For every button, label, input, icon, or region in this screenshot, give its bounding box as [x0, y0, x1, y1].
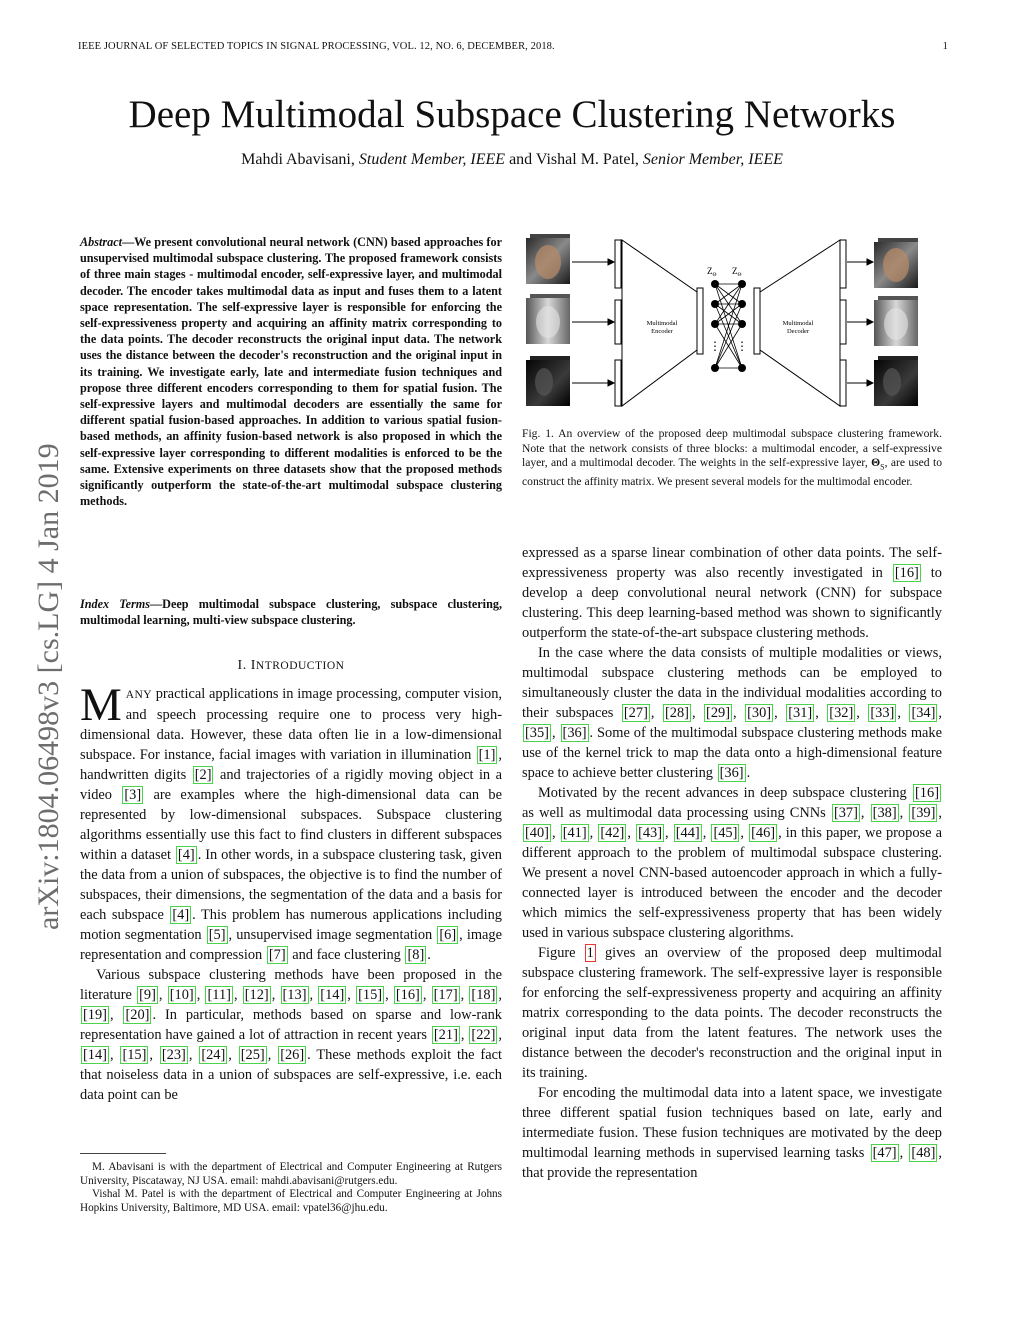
intro-paragraph-2 — [80, 965, 502, 1105]
z-right-label — [732, 266, 742, 278]
citation-separator: , — [589, 825, 598, 841]
citation-separator: , — [158, 987, 167, 1003]
citation-separator: , — [233, 987, 242, 1003]
abstract — [80, 234, 502, 509]
citation-separator: , — [702, 825, 711, 841]
citation-link[interactable]: [42] — [600, 825, 625, 841]
text-run: Various subspace clustering methods have been proposed in the literature — [80, 967, 502, 1003]
citation-separator: , — [149, 1047, 159, 1063]
citation-separator: , — [897, 705, 909, 721]
citation-separator: , — [740, 825, 749, 841]
citation-link[interactable]: [16] — [894, 565, 919, 581]
citation-link[interactable]: [23] — [161, 1047, 186, 1063]
citation-link[interactable]: [33] — [870, 705, 895, 721]
theta-symbol: Θ — [871, 456, 881, 470]
citation-link[interactable]: [17] — [433, 987, 458, 1003]
figure-1 — [522, 232, 946, 412]
citation-separator: , — [665, 825, 673, 841]
citation-link[interactable]: [13] — [282, 987, 307, 1003]
citation-link[interactable]: [29] — [706, 705, 731, 721]
index-terms-text: —Deep multimodal subspace clustering, subspace clustering, multimodal learning, multi-view subspace clustering. — [80, 597, 502, 628]
abstract-text: —We present convolutional neural network (CNN) based approaches for unsupervised multimodal subspace clustering. The proposed framework consists of three main stages - multimodal encoder, self-expressive layer, and multimodal decoder. The encoder takes multimodal data as input and fuses them to a latent space representation. The self-expressive layer is responsible for enforcing the self-expressiveness property and acquiring an affinity matrix corresponding to the data points. The decoder reconstructs the original input data. The network uses the distance between the decoder's reconstruction and the original input in its training. We investigate early, late and intermediate fusion techniques and propose three different encoders corresponding to them for spatial fusion. The self-expressive layers and multimodal decoders are essentially the same for different spatial fusion-based approaches. In addition to various spatial fusion-based methods, an affinity fusion-based network is also proposed in which the self-expressive layer corresponding to different modalities is enforced to be the same. Extensive experiments on three datasets show that the proposed methods significantly outperform the state-of-the-art multimodal subspace clustering methods. — [80, 235, 502, 509]
right-paragraph-4 — [522, 943, 942, 1083]
citation-link[interactable]: [12] — [244, 987, 269, 1003]
latent-bar-right — [754, 288, 760, 354]
citation-link[interactable]: [4] — [177, 847, 195, 863]
text-run: Figure — [538, 945, 585, 961]
citation-separator: , — [938, 705, 943, 721]
intro-caps: ANY — [125, 689, 152, 701]
citation-link[interactable]: [20] — [125, 1007, 150, 1023]
citation-separator: , — [860, 805, 870, 821]
citation-link[interactable]: [46] — [751, 825, 776, 841]
z-right-sub: Θ — [737, 272, 742, 278]
caption-text: , are used to construct the affinity matrix. We present several models for the multimodal encoder. — [522, 456, 942, 489]
citation-separator: , — [650, 705, 662, 721]
citation-link[interactable]: [4] — [172, 907, 190, 923]
citation-link[interactable]: [14] — [83, 1047, 107, 1063]
caption-label: Fig. 1. — [522, 427, 554, 440]
text-run: Motivated by the recent advances in deep subspace clustering — [538, 785, 913, 801]
citation-link[interactable]: [15] — [358, 987, 383, 1003]
footnote-2: Vishal M. Patel is with the department of Electrical and Computer Engineering at Johns Hopkins University, Baltimore, MD USA. email: vpatel36@jhu.edu. — [80, 1188, 502, 1214]
citation-link[interactable]: [34] — [911, 705, 936, 721]
intro-paragraph-1 — [80, 679, 503, 965]
citation-separator: , — [938, 805, 942, 821]
citation-link[interactable]: [48] — [911, 1145, 936, 1161]
author-line — [0, 151, 1024, 169]
citation-separator: , — [691, 705, 704, 721]
citation-link[interactable]: [6] — [439, 927, 457, 943]
section-heading-introduction — [80, 658, 502, 674]
arxiv-stamp: arXiv:1804.06498v3 [cs.LG] 4 Jan 2019 — [32, 443, 65, 930]
text-run: In the case where the data consists of multiple modalities or views, multimodal subspace clustering methods can be employed to simultaneously cluster the data in the individual modalities according to their subspaces — [522, 645, 942, 721]
abstract-lead: Abstract — [80, 235, 122, 249]
citation-link[interactable]: [11] — [207, 987, 231, 1003]
paper-title: Deep Multimodal Subspace Clustering Networks — [128, 93, 896, 136]
citation-separator: , — [551, 725, 560, 741]
right-column-body — [522, 543, 942, 1183]
citation-link[interactable]: [24] — [201, 1047, 226, 1063]
citation-link[interactable]: [40] — [525, 825, 549, 841]
citation-link[interactable]: [26] — [280, 1047, 305, 1063]
right-paragraph-5 — [522, 1083, 942, 1183]
citation-separator: , — [109, 1047, 120, 1063]
caption-text: An overview of the proposed deep multimodal subspace clustering framework. Note that the network consists of three blocks: a multimodal encoder, a self-expressive layer, and a multimodal decoder. The weights in the self-expressive layer, — [522, 427, 942, 470]
theta-subscript: S — [880, 462, 885, 472]
citation-separator: , — [460, 987, 469, 1003]
section-title-initial: I — [250, 658, 256, 673]
citation-link[interactable]: [16] — [915, 785, 939, 801]
text-run: practical applications in image processing, computer vision, and speech processing require one to process very high-dimensional data. However, these data often lie in a low-dimensional subspace. For instance, facial images with variation in illumination — [80, 686, 502, 763]
citation-link[interactable]: [2] — [194, 767, 212, 783]
index-terms-lead: Index Terms — [80, 597, 150, 611]
running-head — [78, 41, 948, 52]
citation-separator: , — [498, 987, 503, 1003]
citation-separator: , — [347, 987, 356, 1003]
citation-separator: , — [733, 705, 745, 721]
text-run: and trajectories of a rigidly moving object in a video — [80, 767, 503, 803]
citation-separator: , — [196, 987, 205, 1003]
text-run: For encoding the multimodal data into a latent space, we investigate three different spatial fusion techniques based on late, early and intermediate fusion. These fusion techniques are motivated by the deep multimodal learning methods in supervised learning tasks — [522, 1085, 942, 1161]
citation-link[interactable]: [36] — [719, 765, 744, 781]
right-paragraph-3 — [522, 783, 942, 943]
citation-separator: , — [309, 987, 318, 1003]
author-1: Mahdi Abavisani, — [241, 151, 355, 168]
decoder-label-1: Multimodal — [782, 320, 814, 327]
author-2-role: Senior Member, IEEE — [642, 151, 783, 168]
text-run: expressed as a sparse linear combination of other data points. The self-expressiveness property was also recently investigated in — [522, 545, 942, 581]
citation-separator: , — [422, 987, 431, 1003]
citation-separator: , — [627, 825, 636, 841]
citation-link[interactable]: [9] — [139, 987, 156, 1003]
fc-edges — [715, 284, 742, 368]
encoder-label-1: Multimodal — [646, 320, 678, 327]
z-right-letter: Z — [732, 266, 738, 276]
citation-link[interactable]: [16] — [395, 987, 420, 1003]
citation-link[interactable]: [3] — [124, 787, 142, 803]
citation-separator: , — [188, 1047, 199, 1063]
citation-link[interactable]: [19] — [83, 1007, 107, 1023]
citation-separator: , — [774, 705, 786, 721]
citation-link[interactable]: [44] — [675, 825, 700, 841]
citation-link[interactable]: [45] — [713, 825, 738, 841]
section-title-rest: NTRODUCTION — [255, 660, 345, 672]
citation-link[interactable]: [27] — [623, 705, 648, 721]
author-1-role: Student Member, IEEE — [358, 151, 506, 168]
citation-link[interactable]: [32] — [829, 705, 854, 721]
self-expressive-layer — [707, 266, 748, 372]
footnote-1: M. Abavisani is with the department of Electrical and Computer Engineering at Rutgers University, Piscataway, NJ USA. email: mahdi.abavisani@rutgers.edu. — [80, 1161, 502, 1187]
citation-link[interactable]: [47] — [872, 1145, 897, 1161]
citation-link[interactable]: [5] — [208, 927, 226, 943]
citation-link[interactable]: [43] — [638, 825, 663, 841]
citation-link[interactable]: [38] — [872, 805, 897, 821]
author-2: Vishal M. Patel, — [535, 151, 639, 168]
journal-name: IEEE JOURNAL OF SELECTED TOPICS IN SIGNAL PROCESSING, VOL. 12, NO. 6, DECEMBER, 2018. — [78, 41, 555, 52]
citation-separator: , — [498, 1027, 502, 1043]
citation-link[interactable]: [8] — [407, 947, 425, 963]
text-run: , that provide the representation — [522, 1145, 942, 1181]
figure-1-caption — [522, 427, 942, 490]
drop-cap: M — [80, 679, 122, 731]
index-terms — [80, 596, 502, 628]
citation-link[interactable]: [31] — [788, 705, 813, 721]
text-run: . Some of the multimodal subspace clustering methods make use of the kernel trick to map the data onto a high-dimensional feature space to achieve better clustering — [522, 725, 942, 781]
footnotes — [80, 1161, 502, 1215]
text-run: . — [427, 947, 431, 963]
introduction-body — [80, 679, 503, 1105]
latent-bar-left — [697, 288, 703, 354]
citation-link[interactable]: [18] — [471, 987, 496, 1003]
input-arrows — [572, 259, 614, 386]
citation-link[interactable]: [15] — [122, 1047, 147, 1063]
page-number: 1 — [942, 41, 948, 52]
text-run: , image representation and compression — [80, 927, 503, 963]
text-run: . These methods exploit the fact that noiseless data in a union of subspaces are self-expressive, i.e. each data point can be — [80, 1047, 502, 1103]
text-run: . In particular, methods based on sparse and low-rank representation have gained a lot of attraction in recent years — [80, 1007, 502, 1043]
citation-separator: , — [815, 705, 827, 721]
z-left-letter: Z — [707, 266, 713, 276]
network-diagram — [522, 232, 946, 412]
citation-link[interactable]: [25] — [240, 1047, 265, 1063]
citation-link[interactable]: [21] — [433, 1027, 458, 1043]
text-run: and face clustering — [288, 947, 405, 963]
citation-link[interactable]: [1] — [478, 747, 496, 763]
citation-separator: , — [271, 987, 280, 1003]
output-arrows — [847, 259, 873, 386]
citation-link[interactable]: [35] — [525, 725, 549, 741]
decoder-label-2: Decoder — [786, 328, 810, 335]
figure-reference-link[interactable]: 1 — [586, 945, 594, 961]
right-paragraph-2 — [522, 643, 942, 783]
citation-separator: , — [385, 987, 393, 1003]
text-run: , handwritten digits — [80, 747, 502, 783]
text-run: . — [746, 765, 751, 781]
citation-link[interactable]: [28] — [664, 705, 689, 721]
citation-link[interactable]: [36] — [562, 725, 587, 741]
text-run: , unsupervised image segmentation — [228, 927, 437, 943]
output-images — [874, 238, 918, 406]
text-run: as well as multimodal data processing using CNNs — [522, 805, 831, 821]
output-bars — [840, 240, 846, 406]
citation-link[interactable]: [39] — [911, 805, 936, 821]
text-run: to develop a deep convolutional neural network (CNN) for subspace clustering. This deep learning-based method was shown to significantly outperform the state-of-the-art subspace clustering methods. — [522, 565, 942, 641]
citation-separator: , — [899, 805, 909, 821]
right-paragraph-1 — [522, 543, 942, 643]
text-run: , in this paper, we propose a different approach to the problem of multimodal subspace clustering. We present a novel CNN-based autoencoder approach in which a fully-connected layer is introduced between the encoder and the decoder which mimics the self-expressiveness property that has been widely used in various subspace clustering algorithms. — [522, 825, 942, 941]
citation-separator: , — [856, 705, 868, 721]
nodes-ellipsis-left: ⋮ — [709, 339, 721, 353]
citation-link[interactable]: [37] — [833, 805, 858, 821]
input-images — [526, 234, 570, 406]
citation-separator: , — [267, 1047, 278, 1063]
citation-link[interactable]: [41] — [562, 825, 587, 841]
citation-link[interactable]: [22] — [471, 1027, 496, 1043]
text-run: . In other words, in a subspace clustering task, given the data from a union of subspaces, the objective is to find the number of subspaces, their dimensions, the segmentation of the data and a basis for each subspace — [80, 847, 502, 923]
citation-separator: , — [109, 1007, 123, 1023]
citation-link[interactable]: [7] — [268, 947, 286, 963]
text-run: , — [899, 1145, 909, 1161]
nodes-ellipsis-right: ⋮ — [736, 339, 748, 353]
z-left-sub: Θ — [712, 272, 717, 278]
citation-separator: , — [551, 825, 560, 841]
input-bars — [615, 240, 621, 406]
citation-link[interactable]: [30] — [747, 705, 772, 721]
encoder-label-2: Encoder — [651, 328, 673, 335]
text-run: gives an overview of the proposed deep multimodal subspace clustering framework. The self-expressive layer is responsible for enforcing the self-expressiveness property and acquiring an affinity matrix corresponding to the data points. The decoder reconstructs the original input data from the latent features. The network uses the distance between the decoder's reconstruction and the original input in its training. — [522, 945, 942, 1081]
z-left-label — [707, 266, 717, 278]
author-and: and — [509, 151, 533, 168]
citation-link[interactable]: [14] — [320, 987, 345, 1003]
section-number: I. — [237, 658, 247, 673]
text-run: . This problem has numerous applications including motion segmentation — [80, 907, 502, 943]
citation-separator: , — [460, 1027, 469, 1043]
text-run: are examples where the high-dimensional data can be represented by low-dimensional subspaces. Subspace clustering algorithms essentially use this fact to find clusters in different subspaces within a dataset — [80, 787, 502, 863]
citation-link[interactable]: [10] — [169, 987, 194, 1003]
citation-separator: , — [228, 1047, 238, 1063]
footnote-rule — [80, 1153, 166, 1154]
